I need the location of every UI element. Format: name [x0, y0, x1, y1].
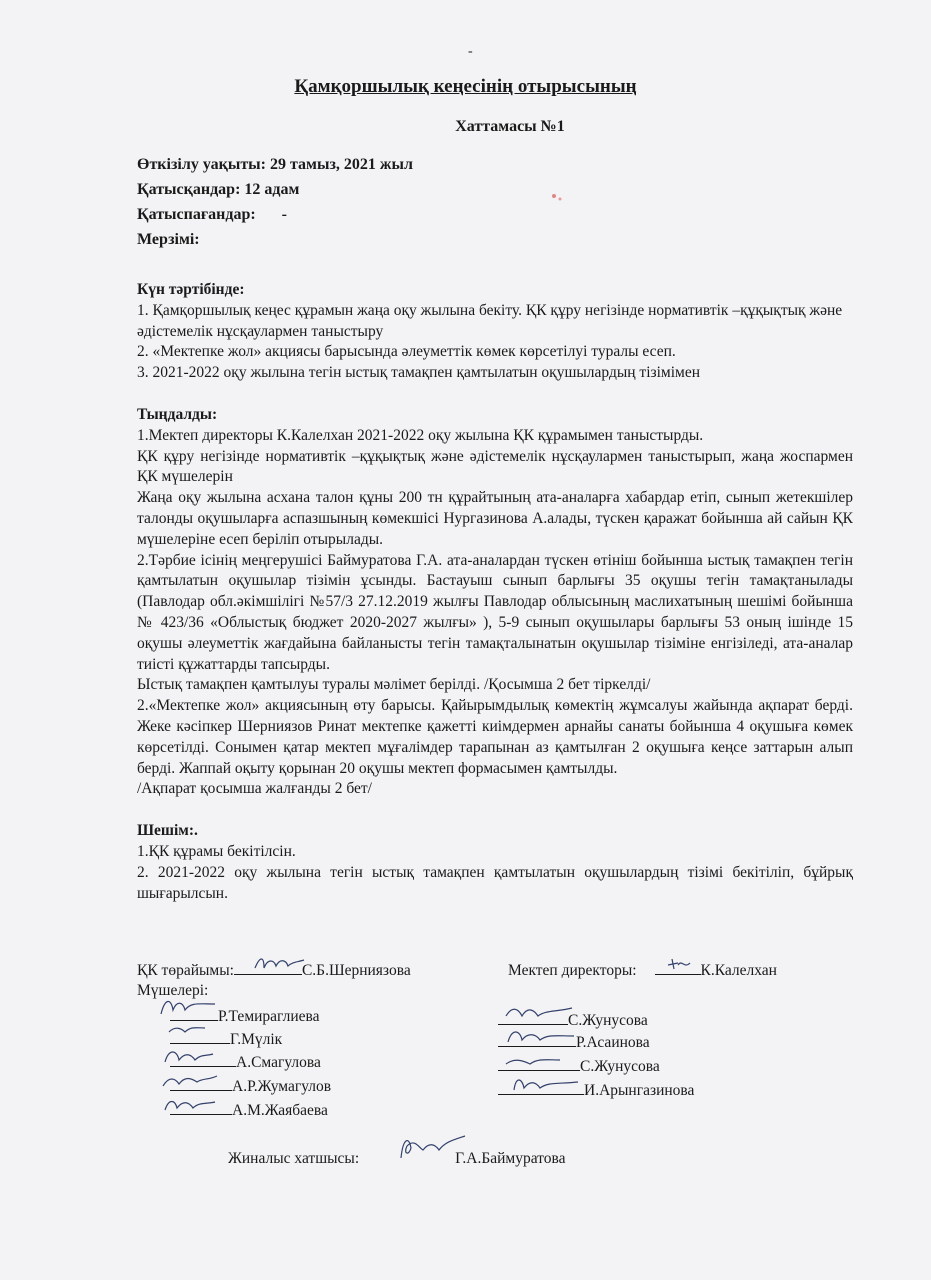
- listened-paragraph: Жаңа оқу жылына асхана талон құны 200 тн құрайтының ата-аналарға хабардар етіп, сынып жетекшілер талонды оқушыларға аспазшының көмекшісі Нургазинова А.алады, түскен қаражат бойынша ай сайын ҚК мүшелеріне есеп беріліп отырылады.: [137, 489, 853, 548]
- absent-row: [137, 202, 413, 227]
- chair-signature-icon: [252, 952, 312, 974]
- member-name: С.Жунусова: [580, 1058, 660, 1075]
- listened-paragraph: Ыстық тамақпен қамтылуы туралы мәлімет берілді. /Қосымша 2 бет тіркелді/: [137, 676, 651, 694]
- agenda-item: 3. 2021-2022 оқу жылына тегін ыстық тамақпен қамтылатын оқушылардың тізімімен: [137, 364, 701, 382]
- absent-value: -: [281, 206, 287, 223]
- document-subtitle: Хаттамасы №1: [455, 118, 565, 135]
- director-signature-icon: [664, 955, 694, 973]
- chair-label: ҚК төрайымы:: [137, 962, 234, 979]
- decision-item: 2. 2021-2022 оқу жылына тегін ыстық тамақпен қамтылатын оқушылардың тізімі бекітіліп, бұйрық шығарылсын.: [137, 863, 853, 902]
- listened-paragraph: 2.«Мектепке жол» акциясының өту барысы. Қайырымдылық көмектің жұмсалуы жайында ақпарат берді. Жеке кәсіпкер Шерниязов Ринат мектепке қажетті киімдермен арнайы санаты бойынша 4 оқушыға көмек көрсетілді. Сонымен қатар мектеп мұғалімдер тарапынан аз қамтылған 2 оқушыға кеңсе заттарын алып берді. Жаппай оқыту қорынан 20 оқушы мектеп формасымен қамтылды.: [137, 697, 853, 777]
- listened-heading: Тыңдалды:: [137, 405, 218, 423]
- top-mark: -: [468, 44, 473, 59]
- member-name: Р.Асаинова: [576, 1034, 650, 1051]
- decision-heading: Шешім:.: [137, 822, 198, 840]
- term-label: Мерзімі:: [137, 231, 200, 248]
- listened-paragraph: 2.Тәрбие ісінің меңгерушісі Баймуратова Г.А. ата-аналардан түскен өтініш бойынша ыстық тамақпен тегін қамтылатын оқушылар тізімін ұсынды. Бастауыш сынып барлығы 35 оқушы тегін тамақтанылады (Павлодар обл.әкімшілігі №57/3 27.12.2019 жылғы Павлодар облысының маслихатының шешімі бойынша № 423/36 «Облыстық бюджет 2020-2027 жылғы» ), 5-9 сынып оқушылары барлығы 53 оның ішінде 15 оқушы әлеуметтік жағдайына байланысты тегін тамақталынатын оқушылар тізіміне енгізіледі, ата-аналар тиісті құжаттарды тапсырды.: [137, 551, 853, 673]
- member-name: Г.Мүлік: [230, 1031, 283, 1048]
- document-body: [137, 280, 853, 904]
- meeting-date: Өткізілу уақыты: 29 тамыз, 2021 жыл: [137, 156, 413, 173]
- director-name: К.Калелхан: [700, 962, 777, 979]
- members-signatures-left-icon: [155, 990, 225, 1125]
- absent-label: Қатыспағандар:: [137, 206, 256, 223]
- agenda-item: 1. Қамқоршылық кеңес құрамын жаңа оқу жылына бекіту. ҚК құру негізінде нормативтік –құқықтық және әдістемелік нұсқаулармен таныстыру: [137, 301, 843, 340]
- director-label: Мектеп директоры:: [508, 962, 637, 979]
- attendees-count: Қатысқандар: 12 адам: [137, 181, 300, 198]
- member-name: А.Смагулова: [236, 1054, 321, 1071]
- document-title: Қамқоршылық кеңесінің отырысының: [294, 76, 637, 97]
- members-signatures-right-icon: [500, 998, 590, 1108]
- secretary-label: Жиналыс хатшысы:: [228, 1150, 360, 1167]
- listened-paragraph: /Ақпарат қосымша жалғанды 2 бет/: [137, 780, 372, 798]
- agenda-item: 2. «Мектепке жол» акциясы барысында әлеуметтік көмек көрсетілуі туралы есеп.: [137, 343, 676, 361]
- decision-item: 1.ҚК құрамы бекітілсін.: [137, 842, 296, 860]
- stamp-mark-icon: [548, 190, 566, 204]
- member-name: А.Р.Жумагулов: [232, 1078, 332, 1095]
- listened-paragraph: 1.Мектеп директоры К.Калелхан 2021-2022 оқу жылына ҚК құрамымен таныстырды.: [137, 426, 704, 444]
- member-name: С.Жунусова: [568, 1012, 648, 1029]
- member-name: И.Арынгазинова: [584, 1082, 695, 1099]
- member-name: А.М.Жаябаева: [232, 1102, 328, 1119]
- chair-name: С.Б.Шерниязова: [301, 962, 411, 979]
- listened-paragraph: ҚК құру негізінде нормативтік –құқықтық және әдістемелік нұсқаулармен таныстырып, жаңа жоспармен ҚК мүшелерін: [137, 447, 853, 486]
- director-signature-line: [508, 962, 777, 980]
- members-label: Мүшелері:: [137, 982, 209, 999]
- member-name: Р.Темираглиева: [218, 1008, 320, 1025]
- secretary-name: Г.А.Баймуратова: [455, 1150, 566, 1167]
- agenda-heading: Күн тәртібінде:: [137, 281, 245, 298]
- secretary-signature-icon: [395, 1128, 475, 1168]
- meeting-meta: [137, 152, 413, 252]
